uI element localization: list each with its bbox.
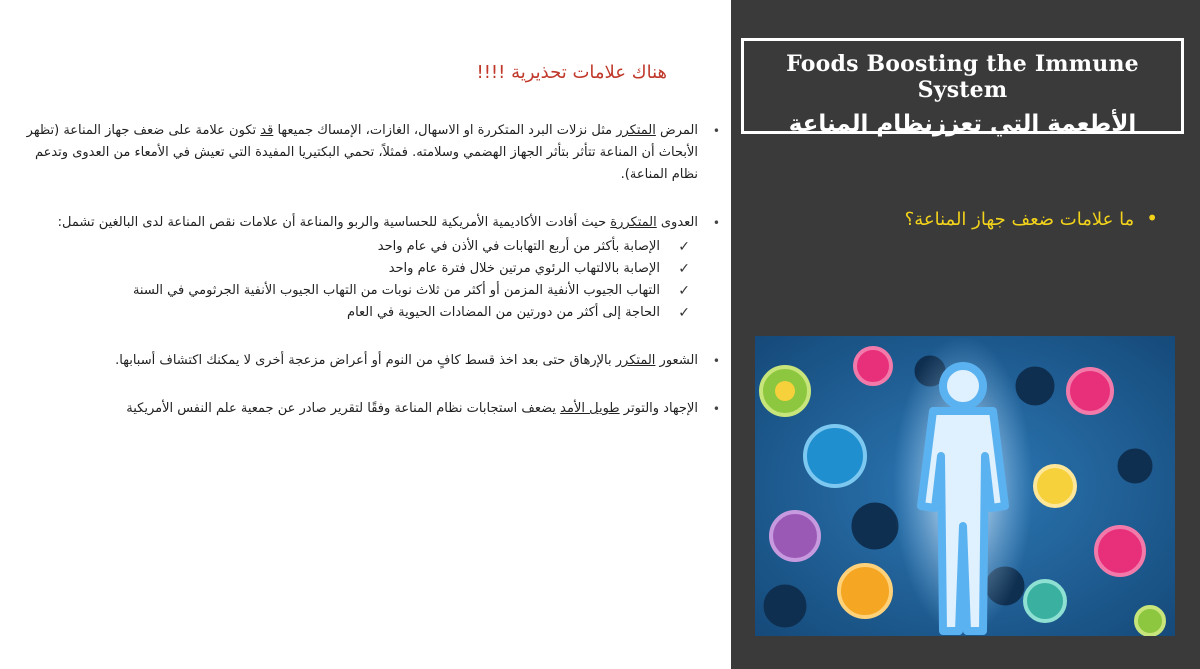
question-text: ما علامات ضعف جهاز المناعة؟ (904, 209, 1135, 230)
warning-heading: هناك علامات تحذيرية !!!! (476, 62, 667, 83)
question-bullet (758, 206, 1158, 230)
list-item (24, 120, 724, 186)
check-icon: ✓ (678, 239, 690, 255)
bullet-icon: • (712, 124, 720, 138)
check-icon: ✓ (678, 305, 690, 321)
item-text: تكون علامة على ضعف جهاز المناعة (تظهر الأبحاث أن المناعة تتأثر بتأثر الجهاز الهضمي وسلامته. فمثلاً، تحمي البكتيريا المفيدة التي تعيش في الأمعاء من العدوى وتدعم نظام المناعة). (26, 123, 698, 182)
item-underlined: المتكرر (615, 353, 656, 368)
item-text: يضعف استجابات نظام المناعة وفقًا لتقرير صادر عن جمعية علم النفس الأمريكية (126, 401, 561, 416)
bullet-icon: • (1146, 206, 1158, 230)
check-item (24, 236, 698, 258)
item-underlined: المتكررة (610, 215, 657, 230)
warning-signs-list (24, 120, 724, 446)
item-underlined: قد (260, 123, 274, 138)
bullet-icon: • (712, 354, 720, 368)
item-text: بالإرهاق حتى بعد اخذ قسط كافٍ من النوم أو أعراض مزعجة أخرى لا يمكنك اكتشاف أسبابها. (115, 353, 616, 368)
bullet-icon: • (712, 402, 720, 416)
item-text: المرض (655, 123, 698, 138)
check-item (24, 280, 698, 302)
item-underlined: المتكرر (616, 123, 656, 138)
immune-illustration (755, 336, 1175, 636)
title-box (741, 38, 1184, 137)
item-text: العدوى (656, 215, 698, 230)
list-item (24, 398, 724, 420)
list-item (24, 350, 724, 372)
title-arabic: الأطعمة التي تعززنظام المناعة (788, 111, 1137, 137)
check-icon: ✓ (678, 283, 690, 299)
item-text: الإجهاد والتوتر (619, 401, 698, 416)
check-icon: ✓ (678, 261, 690, 277)
check-item (24, 258, 698, 280)
check-item (24, 302, 698, 324)
item-text: مثل نزلات البرد المتكررة او الاسهال، الغازات، الإمساك جميعها (273, 123, 617, 138)
list-item (24, 212, 724, 324)
check-text: التهاب الجيوب الأنفية المزمن أو أكثر من ثلاث نوبات من التهاب الجيوب الأنفية الجرثومي في السنة (132, 283, 660, 298)
title-english: Foods Boosting the Immune System (786, 51, 1139, 103)
virus-human-figure-image (755, 336, 1175, 636)
bullet-icon: • (712, 216, 720, 230)
check-text: الإصابة بأكثر من أربع التهابات في الأذن في عام واحد (377, 239, 660, 254)
item-text: الشعور (655, 353, 698, 368)
check-text: الإصابة بالالتهاب الرئوي مرتين خلال فترة عام واحد (388, 261, 660, 276)
adult-signs-checklist (24, 236, 698, 324)
item-underlined: طويل الأمد (560, 401, 620, 416)
item-text: حيث أفادت الأكاديمية الأمريكية للحساسية والربو والمناعة أن علامات نقص المناعة لدى البالغين تشمل: (57, 215, 611, 230)
check-text: الحاجة إلى أكثر من دورتين من المضادات الحيوية في العام (347, 305, 660, 320)
